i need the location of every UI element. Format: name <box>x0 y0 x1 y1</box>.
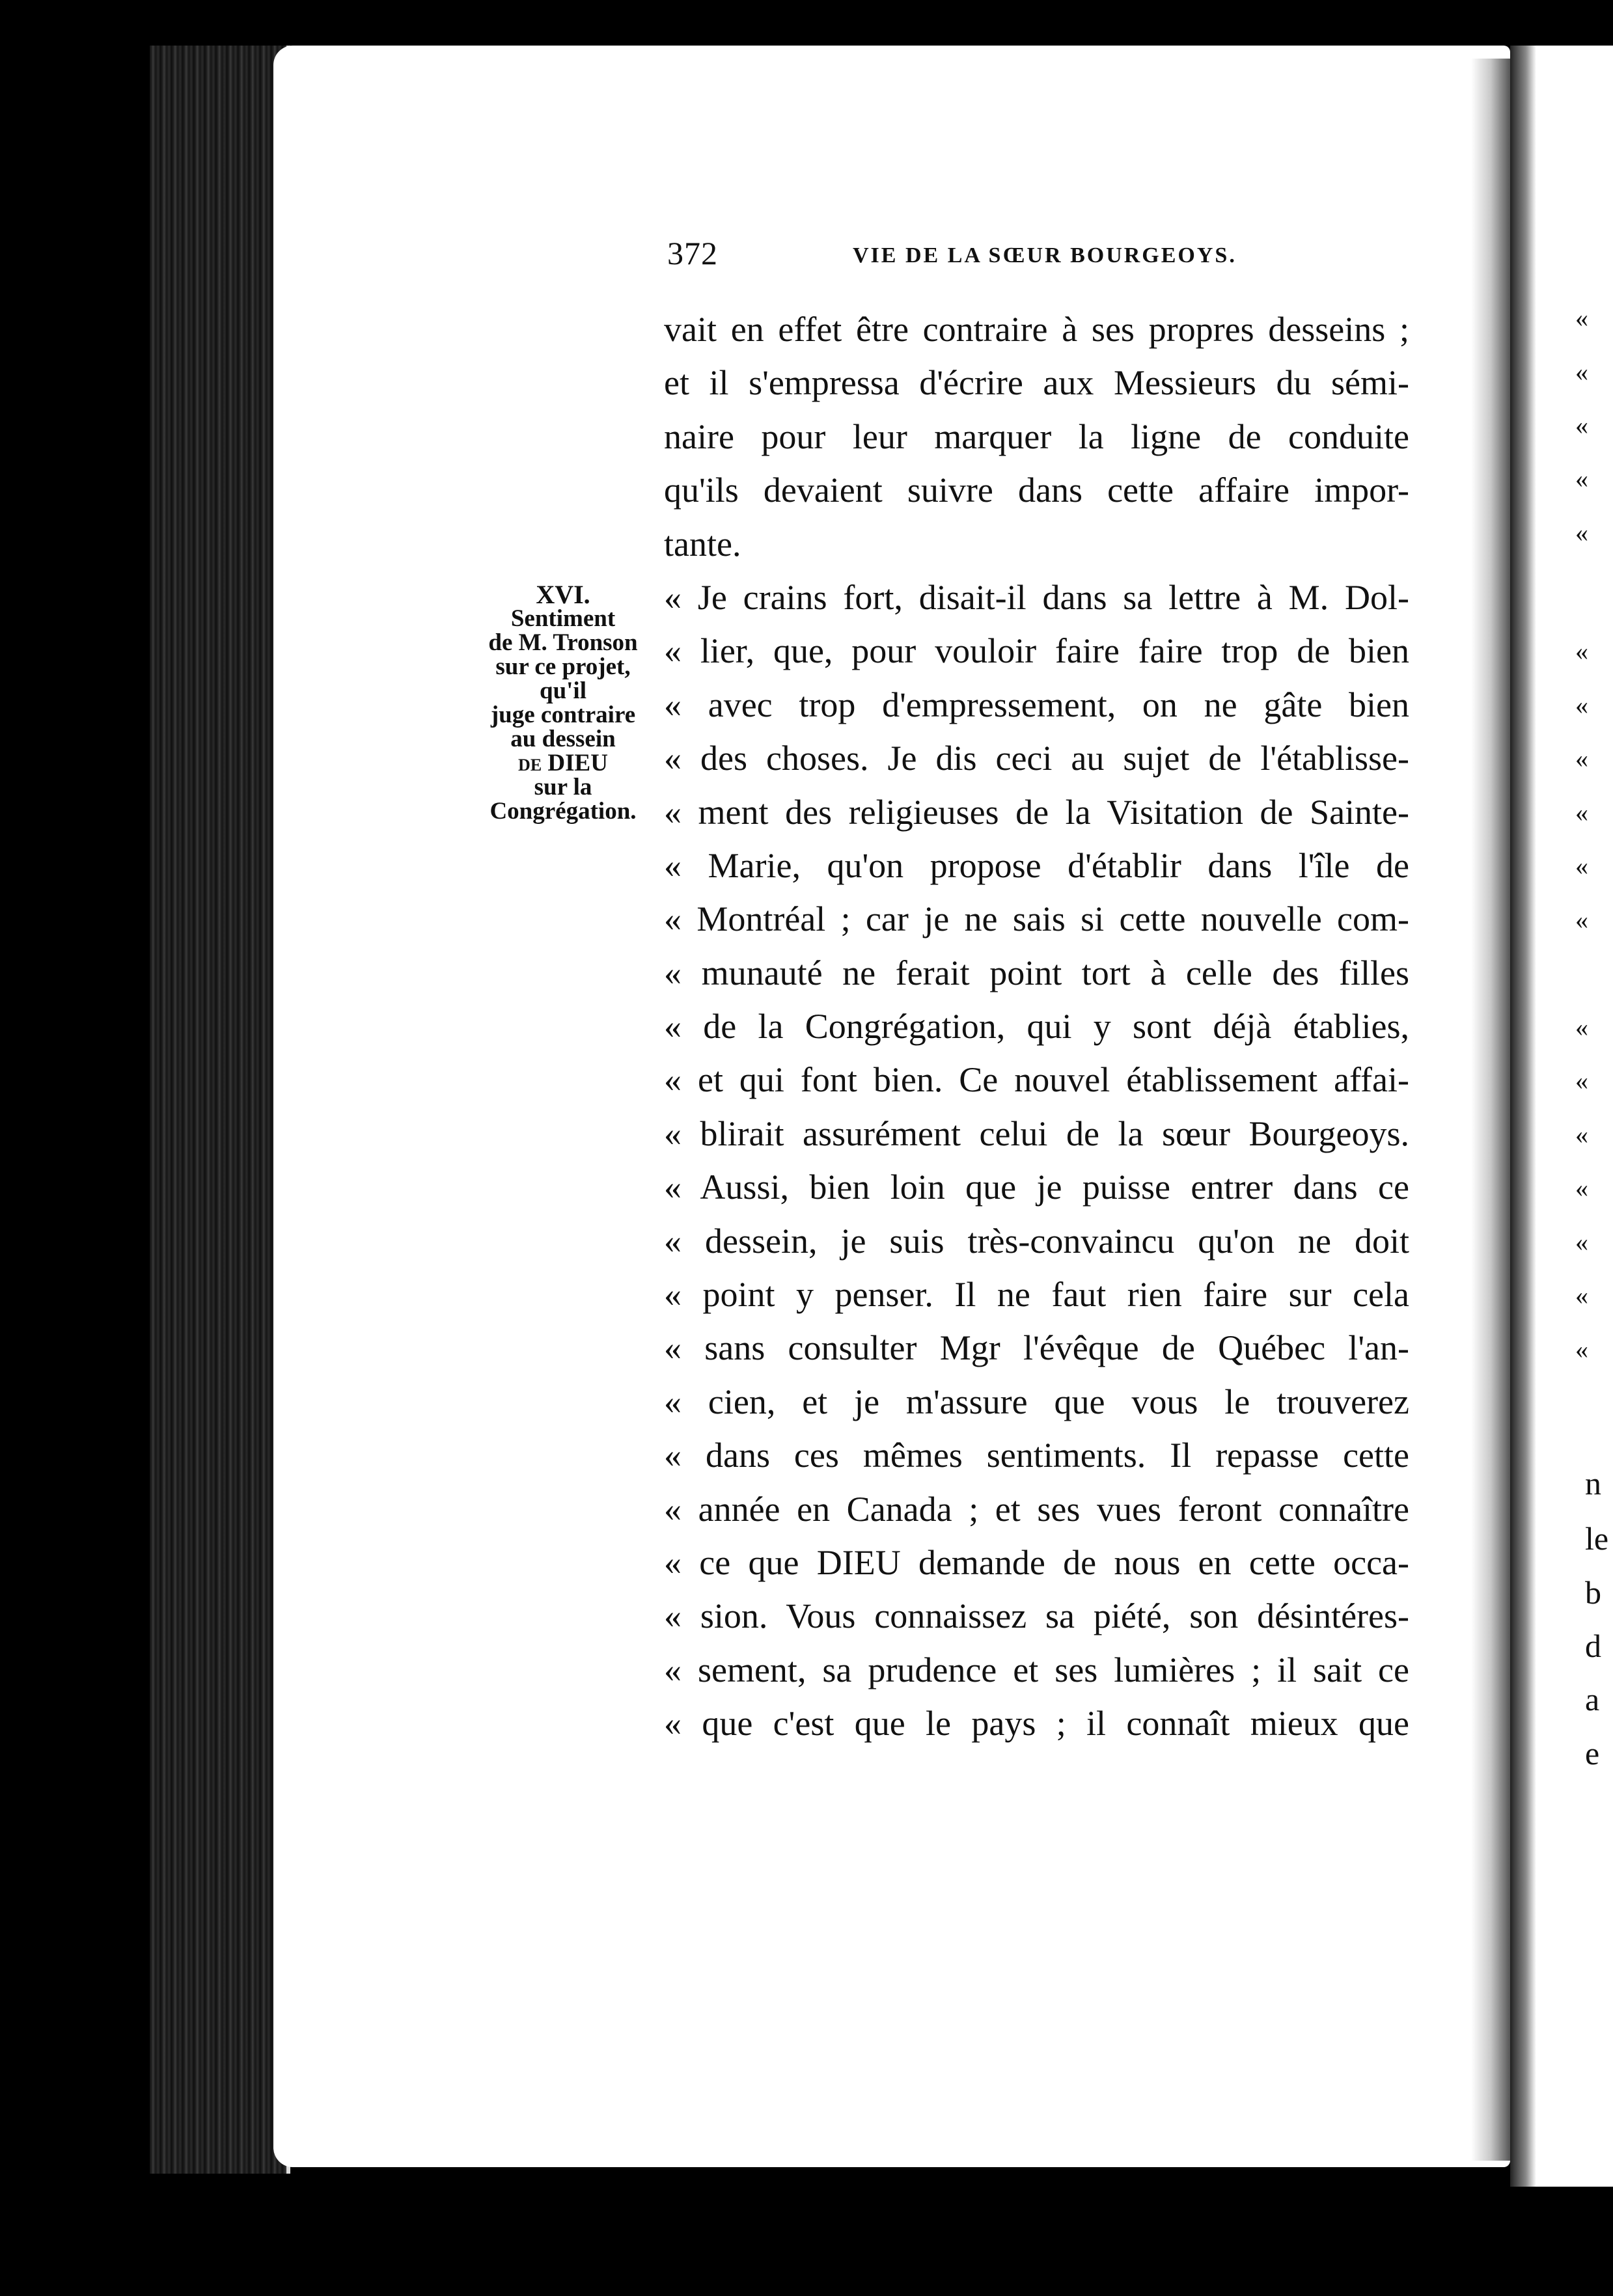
next-page-quote: « <box>1575 851 1588 881</box>
text-line: « et qui font bien. Ce nouvel établissement affai- <box>664 1060 1409 1100</box>
next-page-quote: « <box>1575 411 1588 440</box>
text-line: « Marie, qu'on propose d'établir dans l'île de <box>664 845 1409 885</box>
text-line: vait en effet être contraire à ses propres desseins ; <box>664 310 1409 349</box>
text-line: « sans consulter Mgr l'évêque de Québec l'an- <box>664 1328 1409 1368</box>
margin-note-line: sur la <box>534 774 592 800</box>
margin-note <box>469 582 657 823</box>
next-page-quote: « <box>1575 1227 1588 1257</box>
text-line: « cien, et je m'assure que vous le trouverez <box>664 1382 1409 1421</box>
text-line: « des choses. Je dis ceci au sujet de l'établisse- <box>664 739 1409 778</box>
book-edge <box>150 46 290 2174</box>
next-page-quote: « <box>1575 1013 1588 1042</box>
next-page-quote: « <box>1575 636 1588 666</box>
margin-note-line: de DIEU <box>518 750 608 776</box>
body-text <box>664 303 1409 1751</box>
text-line: « lier, que, pour vouloir faire faire trop de bien <box>664 631 1409 671</box>
text-line: « de la Congrégation, qui y sont déjà établies, <box>664 1007 1409 1046</box>
next-page-letter: e <box>1585 1735 1600 1771</box>
next-page-shadow <box>1510 46 1536 2187</box>
next-page-quote: « <box>1575 744 1588 773</box>
next-page-quote: « <box>1575 690 1588 720</box>
next-page-letter: n <box>1585 1465 1601 1501</box>
next-page-quote: « <box>1575 1281 1588 1310</box>
margin-note-number: XVI. <box>536 580 590 609</box>
text-line: tante. <box>664 524 741 564</box>
next-page-quote: « <box>1575 357 1588 387</box>
text-line: naire pour leur marquer la ligne de conduite <box>664 417 1409 456</box>
margin-note-line: sur ce projet, <box>495 653 631 680</box>
margin-note-line: Congrégation. <box>489 798 637 825</box>
next-page-letter: a <box>1585 1681 1600 1717</box>
text-line: « ment des religieuses de la Visitation de Sainte- <box>664 792 1409 832</box>
text-line: « ce que DIEU demande de nous en cette occa- <box>664 1542 1409 1582</box>
text-line: « blirait assurément celui de la sœur Bourgeoys. <box>664 1114 1409 1153</box>
next-page-quote: « <box>1575 1335 1588 1364</box>
next-page-quote: « <box>1575 1066 1588 1095</box>
next-page-quote: « <box>1575 1173 1588 1203</box>
next-page-letter: b <box>1585 1574 1601 1611</box>
next-page-letter: d <box>1585 1628 1601 1664</box>
text-line: « point y penser. Il ne faut rien faire sur cela <box>664 1275 1409 1315</box>
next-page-quote: « <box>1575 518 1588 547</box>
next-page-letter: le <box>1585 1520 1609 1557</box>
next-page-quote: « <box>1575 798 1588 827</box>
text-line: « année en Canada ; et ses vues feront connaître <box>664 1489 1409 1529</box>
text-line: « avec trop d'empressement, on ne gâte bien <box>664 685 1409 724</box>
text-line: « munauté ne ferait point tort à celle des filles <box>664 953 1409 992</box>
text-line: « dans ces mêmes sentiments. Il repasse cette <box>664 1436 1409 1475</box>
text-line: « sion. Vous connaissez sa piété, son désintéres- <box>664 1596 1409 1636</box>
page-number: 372 <box>667 235 718 271</box>
text-line: « dessein, je suis très-convaincu qu'on ne doit <box>664 1221 1409 1261</box>
text-line: « sement, sa prudence et ses lumières ; il sait ce <box>664 1650 1409 1689</box>
margin-note-line: au dessein <box>510 726 616 752</box>
page-gutter <box>1471 59 1510 2161</box>
margin-note-line: Sentiment <box>510 605 616 632</box>
next-page-quote: « <box>1575 303 1588 333</box>
text-line: « Aussi, bien loin que je puisse entrer dans ce <box>664 1168 1409 1207</box>
next-page-quote: « <box>1575 905 1588 935</box>
text-line: « Je crains fort, disait-il dans sa lettre à M. Dol- <box>664 577 1409 617</box>
text-line: « Montréal ; car je ne sais si cette nouvelle com- <box>664 899 1409 939</box>
margin-note-line: juge contraire <box>490 702 636 728</box>
next-page-quote: « <box>1575 1120 1588 1149</box>
text-line: et il s'empressa d'écrire aux Messieurs du sémi- <box>664 363 1409 403</box>
running-title: VIE DE LA SŒUR BOURGEOYS. <box>853 243 1237 267</box>
next-page-quote: « <box>1575 464 1588 493</box>
text-line: « que c'est que le pays ; il connaît mieux que <box>664 1704 1409 1743</box>
running-head <box>667 234 1253 280</box>
margin-note-line: de M. Tronson <box>488 629 638 656</box>
margin-note-line: qu'il <box>540 677 586 704</box>
text-line: qu'ils devaient suivre dans cette affaire impor- <box>664 471 1409 510</box>
